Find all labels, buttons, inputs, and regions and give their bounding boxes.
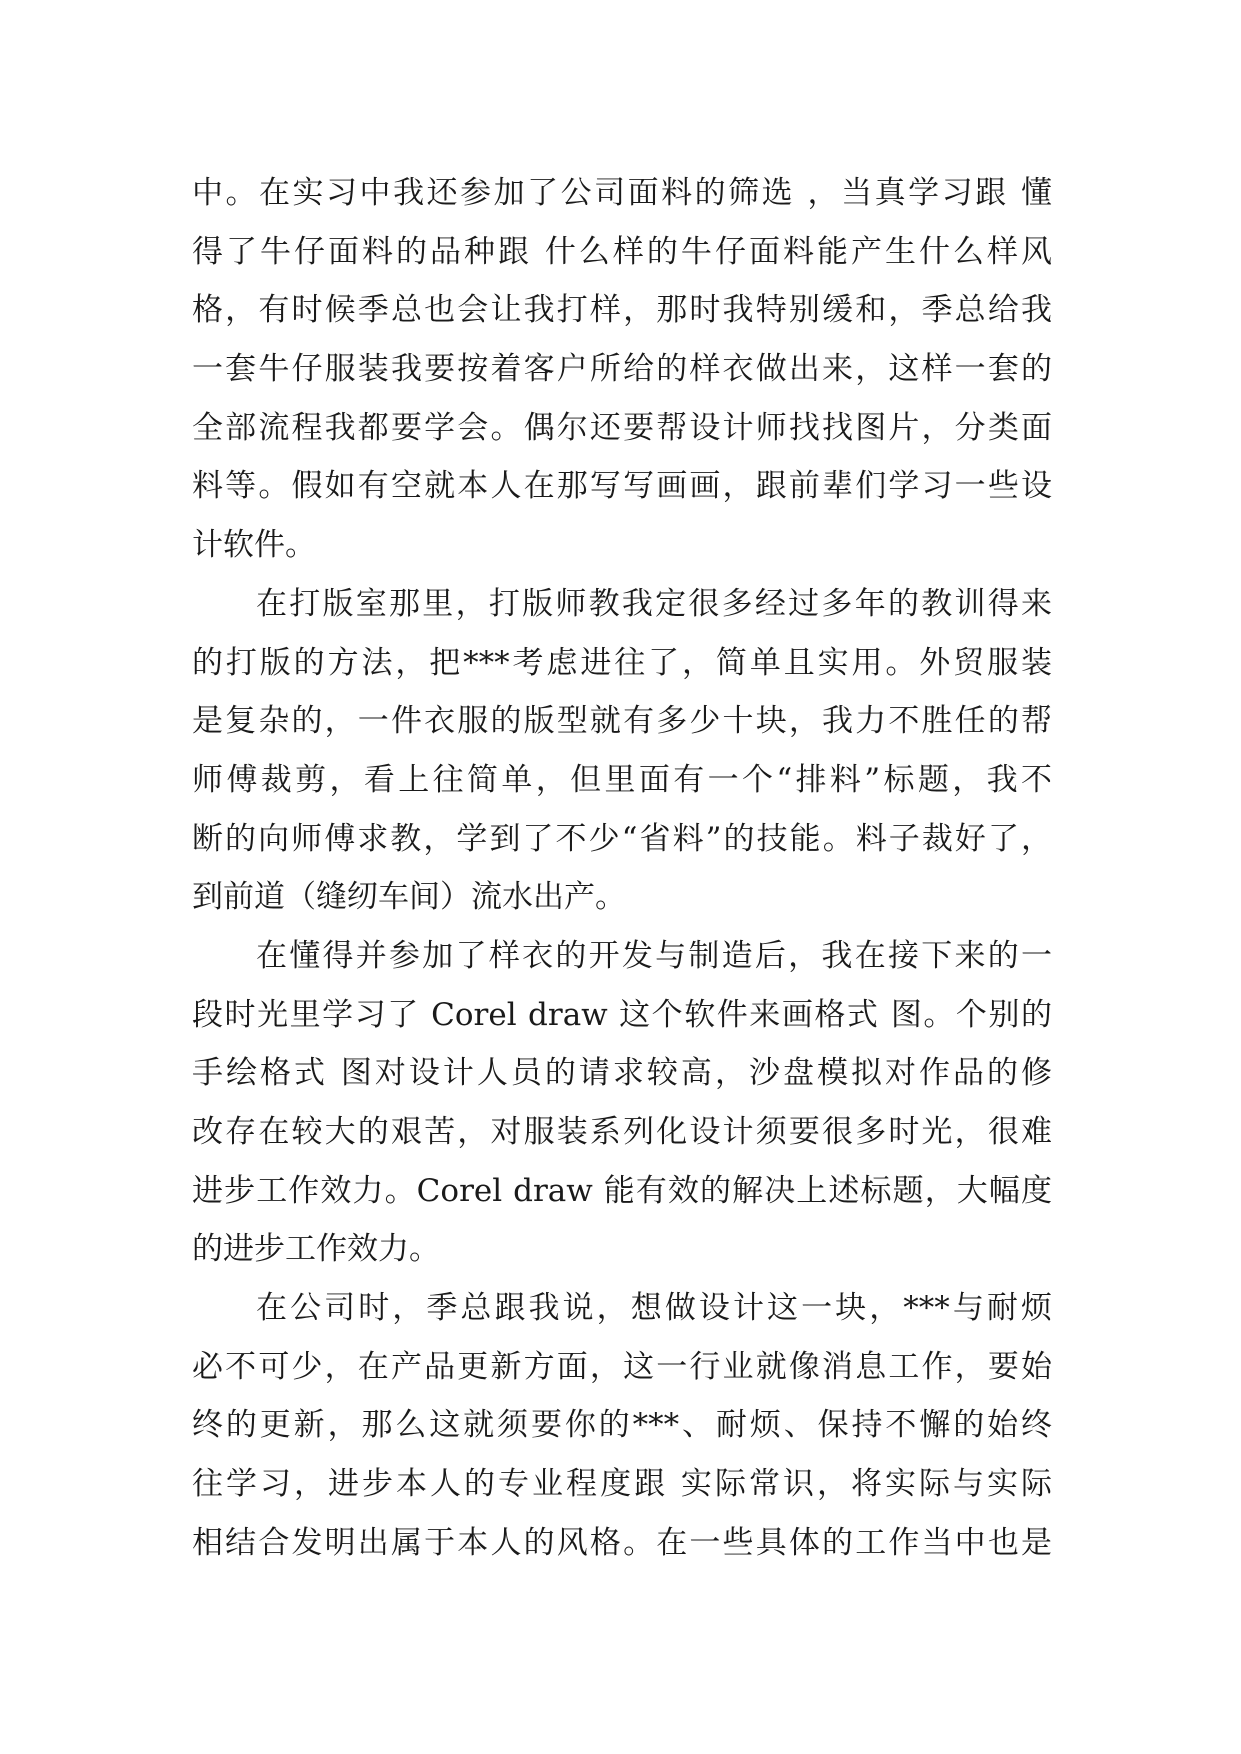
text-line: 得了牛仔面料的品种跟 什么样的牛仔面料能产生什么样风 (192, 233, 1052, 270)
text-line: 师傅裁剪，看上往简单，但里面有一个“排料”标题，我不 (192, 761, 1052, 798)
paragraph (192, 1279, 1052, 1572)
text-line: 到前道（缝纫车间）流水出产。 (192, 879, 626, 916)
text-line: 格，有时候季总也会让我打样，那时我特别缓和，季总给我 (192, 292, 1052, 329)
text-line: 在打版室那里，打版师教我定很多经过多年的教训得来 (256, 585, 1052, 622)
text-line: 一套牛仔服装我要按着客户所给的样衣做出来，这样一套的 (192, 351, 1052, 388)
text-line: 手绘格式 图对设计人员的请求较高，沙盘模拟对作品的修 (192, 1055, 1052, 1092)
text-line: 进步工作效力。Corel draw 能有效的解决上述标题，大幅度 (192, 1172, 1052, 1209)
text-line: 在懂得并参加了样衣的开发与制造后，我在接下来的一 (256, 937, 1052, 974)
text-line: 的进步工作效力。 (192, 1231, 440, 1268)
paragraph (192, 164, 1052, 575)
text-line: 在公司时，季总跟我说，想做设计这一块，***与耐烦 (256, 1290, 1052, 1327)
text-line: 全部流程我都要学会。偶尔还要帮设计师找找图片，分类面 (192, 409, 1052, 446)
text-line: 料等。假如有空就本人在那写写画画，跟前辈们学习一些设 (192, 468, 1052, 505)
text-line: 是复杂的，一件衣服的版型就有多少十块，我力不胜任的帮 (192, 703, 1052, 740)
text-line: 段时光里学习了 Corel draw 这个软件来画格式 图。个别的 (192, 996, 1052, 1033)
text-line: 终的更新，那么这就须要你的***、耐烦、保持不懈的始终 (192, 1407, 1052, 1444)
text-line: 计软件。 (192, 527, 316, 564)
text-line: 必不可少，在产品更新方面，这一行业就像消息工作，要始 (192, 1348, 1052, 1385)
text-line: 的打版的方法，把***考虑进往了，简单且实用。外贸服装 (192, 644, 1052, 681)
text-line: 往学习，进步本人的专业程度跟 实际常识，将实际与实际 (192, 1466, 1052, 1503)
text-line: 改存在较大的艰苦，对服装系列化设计须要很多时光，很难 (192, 1114, 1052, 1150)
paragraph (192, 575, 1052, 927)
document-body (192, 164, 1052, 1573)
text-line: 相结合发明出属于本人的风格。在一些具体的工作当中也是 (192, 1524, 1052, 1561)
paragraph (192, 927, 1052, 1279)
text-line: 中。在实习中我还参加了公司面料的筛选 ，当真学习跟 懂 (192, 175, 1052, 211)
text-line: 断的向师傅求教，学到了不少“省料”的技能。料子裁好了， (192, 820, 1052, 857)
